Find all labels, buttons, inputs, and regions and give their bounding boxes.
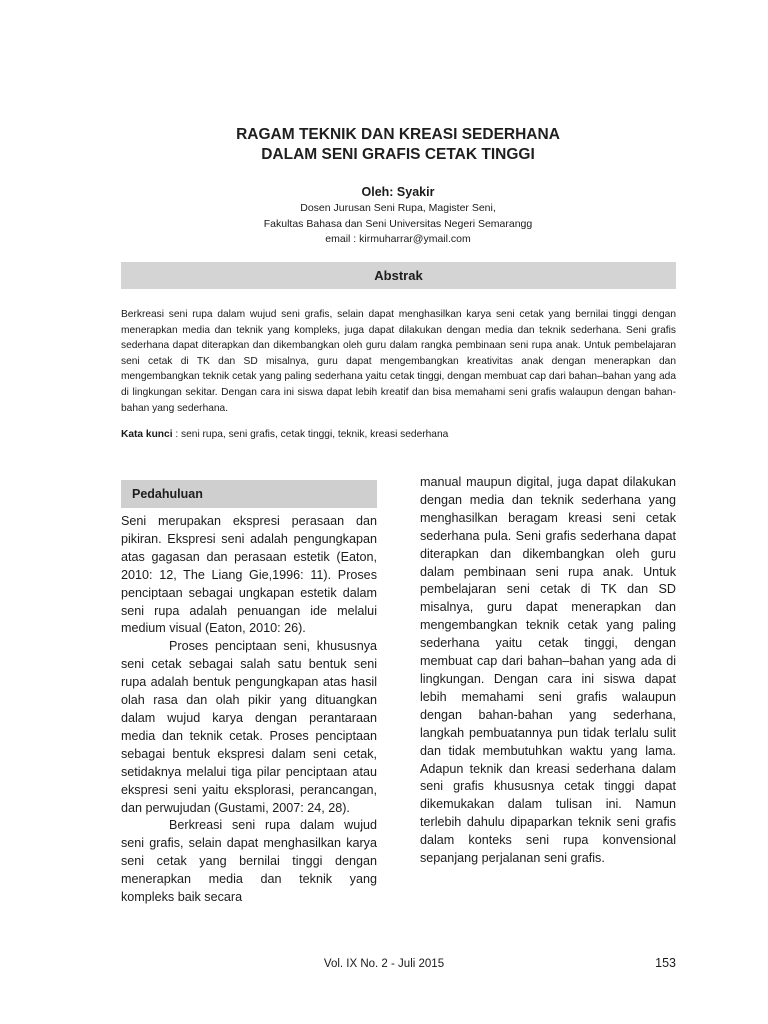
author-name: Oleh: Syakir [361, 185, 435, 199]
footer-volume: Vol. IX No. 2 - Juli 2015 [323, 958, 445, 970]
keywords [121, 427, 676, 442]
left-column [121, 513, 377, 907]
paragraph: manual maupun digital, juga dapat dilakukan dengan media dan teknik sederhana yang menghasilkan beragam kreasi seni cetak sederhana pula. Seni grafis sederhana dapat diterapkan dan dikembangkan oleh guru dalam pembinaan seni rupa anak. Untuk pembelajaran seni cetak di TK dan SD misalnya, guru dapat menerapkan dan mengembangkan teknik cetak yang paling sederhana yaitu cetak tinggi, dengan membuat cap dari bahan–bahan yang ada di lingkungan. Dengan cara ini siswa dapat lebih memahami seni grafis walaupun dengan bahan-bahan yang sederhana, langkah pembuatannya pun tidak terlalu sulit dan tidak membutuhkan waktu yang lama. Adapun teknik dan kreasi sederhana dalam seni grafis khususnya cetak tinggi dapat dikemukakan dalam tulisan ini. Namun terlebih dahulu dipaparkan teknik seni grafis dalam konteks seni rupa konvensional sepanjang perjalanan seni grafis. [420, 475, 676, 866]
affiliation-line-2: Fakultas Bahasa dan Seni Universitas Negeri Semarangg [263, 217, 533, 230]
article-title-line-2: DALAM SENI GRAFIS CETAK TINGGI [261, 146, 535, 163]
abstract-heading: Abstrak [374, 268, 423, 283]
affiliation-line-1: Dosen Jurusan Seni Rupa, Magister Seni, [300, 202, 496, 214]
keywords-label: Kata kunci [121, 429, 173, 440]
abstract-heading-bar [121, 262, 676, 289]
section-heading: Pedahuluan [132, 487, 203, 501]
section-heading-bar [121, 480, 377, 508]
paragraph: Seni merupakan ekspresi perasaan dan pikiran. Ekspresi seni adalah pengungkapan atas gagasan dan perasaan estetik (Eaton, 2010: 12, The Liang Gie,1996: 11). Proses penciptaan sebagai ungkapan estetik dalam seni rupa adalah penuangan ide melalui medium visual (Eaton, 2010: 26). [121, 514, 377, 636]
right-column [420, 474, 676, 868]
keywords-list: : seni rupa, seni grafis, cetak tinggi, teknik, kreasi sederhana [172, 429, 449, 440]
page-number: 153 [655, 956, 676, 970]
paragraph: Proses penciptaan seni, khususnya seni cetak sebagai salah satu bentuk seni rupa adalah bentuk pengungkapan atas hasil olah rasa dan olah pikir yang dituangkan dalam wujud karya dengan perantaraan media dan teknik cetak. Proses penciptaan sebagai bentuk ekspresi dalam seni cetak, setidaknya melalui tiga pilar penciptaan atau ekspresi seni yaitu eksplorasi, perancangan, dan perwujudan (Gustami, 2007: 24, 28). [121, 639, 377, 815]
abstract-text: Berkreasi seni rupa dalam wujud seni grafis, selain dapat menghasilkan karya seni cetak yang bernilai tinggi dengan menerapkan media dan teknik yang kompleks, juga dapat dilakukan dengan media dan teknik sederhana. Seni grafis sederhana dapat diterapkan dan dikembangkan oleh guru dalam rangka pembinaan seni rupa anak. Untuk pembelajaran seni cetak di TK dan SD misalnya, guru dapat mengembangkan kreativitas anak dengan menerapkan dan mengembangkan teknik cetak yang paling sederhana yaitu cetak tinggi, dengan membuat cap dari bahan–bahan yang ada di lingkungan sekitar. Dengan cara ini siswa dapat lebih kreatif dan bisa memahami seni grafis walaupun dengan bahan-bahan yang sederhana. [121, 309, 676, 414]
paragraph: Berkreasi seni rupa dalam wujud seni grafis, selain dapat menghasilkan karya seni cetak yang bernilai tinggi dengan menerapkan media dan teknik yang kompleks baik secara [121, 818, 377, 905]
article-title [120, 125, 676, 165]
author-email: email : kirmuharrar@ymail.com [325, 233, 471, 245]
article-title-line-1: RAGAM TEKNIK DAN KREASI SEDERHANA [236, 126, 560, 143]
author-affiliation [120, 201, 676, 248]
